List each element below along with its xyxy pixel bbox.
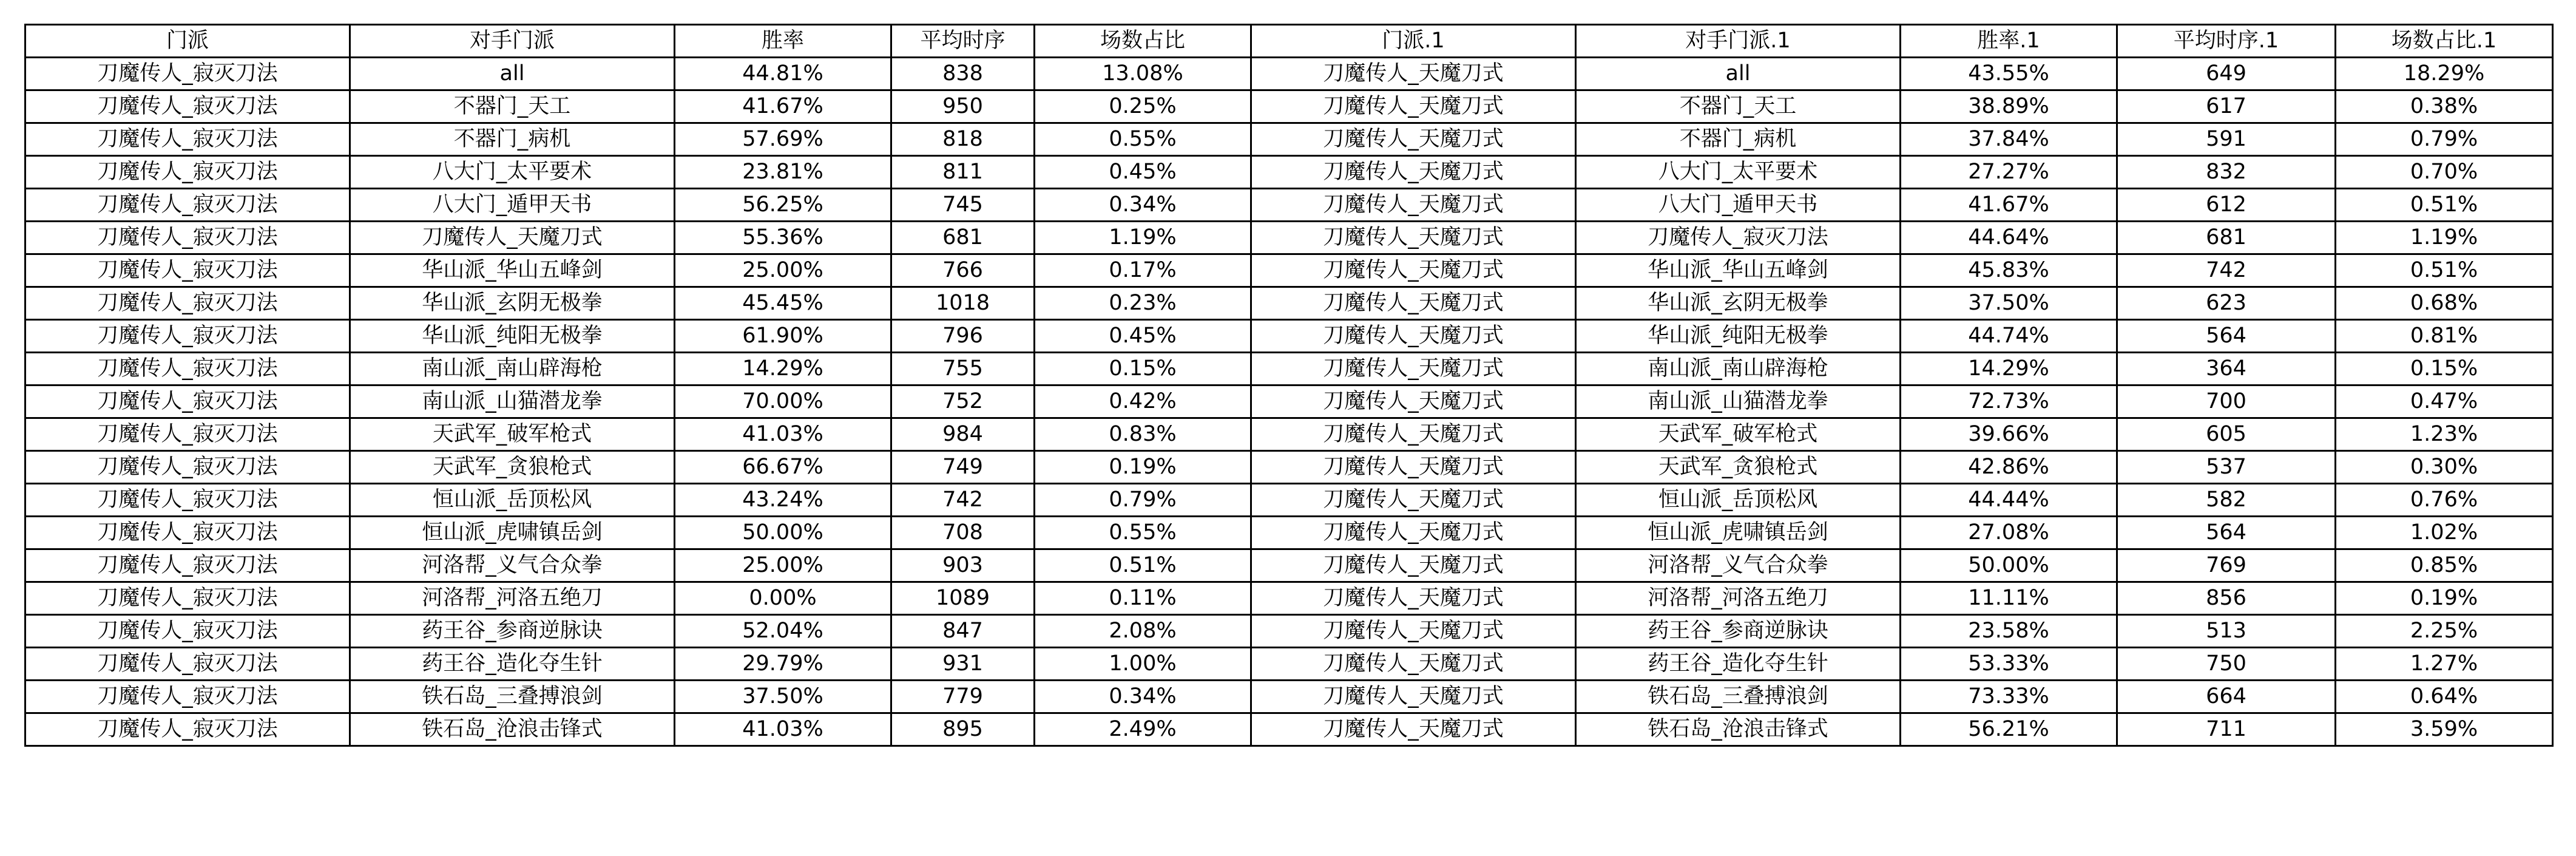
cell-win-rate: 25.00%	[675, 254, 891, 287]
cell-match-share-1: 3.59%	[2336, 713, 2553, 746]
cell-sect-1: 刀魔传人_天魔刀式	[1251, 58, 1576, 90]
cell-win-rate: 43.24%	[675, 484, 891, 517]
cell-match-share-1: 2.25%	[2336, 615, 2553, 648]
cell-opponent-sect: 华山派_华山五峰剑	[350, 254, 675, 287]
cell-avg-timing-1: 700	[2117, 386, 2336, 418]
cell-avg-timing-1: 711	[2117, 713, 2336, 746]
cell-opponent-sect: 华山派_玄阴无极拳	[350, 287, 675, 320]
cell-sect: 刀魔传人_寂灭刀法	[25, 189, 350, 222]
cell-win-rate: 57.69%	[675, 123, 891, 156]
cell-avg-timing-1: 856	[2117, 582, 2336, 615]
cell-sect: 刀魔传人_寂灭刀法	[25, 713, 350, 746]
table-row	[25, 648, 2553, 681]
cell-avg-timing: 811	[891, 156, 1035, 189]
cell-opponent-sect: 河洛帮_义气合众拳	[350, 549, 675, 582]
cell-avg-timing: 749	[891, 451, 1035, 484]
cell-win-rate: 45.45%	[675, 287, 891, 320]
cell-avg-timing-1: 649	[2117, 58, 2336, 90]
cell-avg-timing: 1089	[891, 582, 1035, 615]
cell-win-rate: 44.81%	[675, 58, 891, 90]
cell-sect-1: 刀魔传人_天魔刀式	[1251, 713, 1576, 746]
cell-win-rate: 37.50%	[675, 681, 891, 713]
cell-sect: 刀魔传人_寂灭刀法	[25, 549, 350, 582]
table-row	[25, 615, 2553, 648]
cell-win-rate: 55.36%	[675, 222, 891, 254]
cell-sect: 刀魔传人_寂灭刀法	[25, 222, 350, 254]
cell-win-rate-1: 42.86%	[1901, 451, 2117, 484]
table-row	[25, 517, 2553, 549]
cell-sect: 刀魔传人_寂灭刀法	[25, 156, 350, 189]
cell-match-share: 0.25%	[1035, 90, 1251, 123]
cell-opponent-sect: 药王谷_参商逆脉诀	[350, 615, 675, 648]
cell-opponent-sect: 八大门_遁甲天书	[350, 189, 675, 222]
table-row	[25, 549, 2553, 582]
cell-match-share-1: 0.85%	[2336, 549, 2553, 582]
cell-opponent-sect-1: 天武军_破军枪式	[1576, 418, 1901, 451]
cell-opponent-sect: 恒山派_虎啸镇岳剑	[350, 517, 675, 549]
column-header-win-rate: 胜率	[675, 25, 891, 58]
cell-win-rate-1: 43.55%	[1901, 58, 2117, 90]
cell-avg-timing: 766	[891, 254, 1035, 287]
cell-opponent-sect: 天武军_破军枪式	[350, 418, 675, 451]
column-header-opponent-sect-1: 对手门派.1	[1576, 25, 1901, 58]
cell-match-share: 0.45%	[1035, 156, 1251, 189]
cell-match-share-1: 0.81%	[2336, 320, 2553, 353]
cell-avg-timing-1: 605	[2117, 418, 2336, 451]
cell-sect: 刀魔传人_寂灭刀法	[25, 254, 350, 287]
cell-opponent-sect-1: 华山派_纯阳无极拳	[1576, 320, 1901, 353]
table-row	[25, 58, 2553, 90]
cell-avg-timing-1: 364	[2117, 353, 2336, 386]
cell-match-share: 0.83%	[1035, 418, 1251, 451]
cell-sect-1: 刀魔传人_天魔刀式	[1251, 484, 1576, 517]
cell-avg-timing-1: 564	[2117, 517, 2336, 549]
table-row	[25, 582, 2553, 615]
cell-sect-1: 刀魔传人_天魔刀式	[1251, 123, 1576, 156]
cell-win-rate-1: 73.33%	[1901, 681, 2117, 713]
cell-avg-timing: 779	[891, 681, 1035, 713]
cell-sect: 刀魔传人_寂灭刀法	[25, 287, 350, 320]
cell-win-rate: 50.00%	[675, 517, 891, 549]
cell-match-share: 0.34%	[1035, 681, 1251, 713]
cell-opponent-sect: 不器门_病机	[350, 123, 675, 156]
cell-opponent-sect: 天武军_贪狼枪式	[350, 451, 675, 484]
cell-sect-1: 刀魔传人_天魔刀式	[1251, 615, 1576, 648]
cell-match-share: 0.34%	[1035, 189, 1251, 222]
cell-match-share-1: 1.19%	[2336, 222, 2553, 254]
cell-win-rate: 23.81%	[675, 156, 891, 189]
cell-match-share: 13.08%	[1035, 58, 1251, 90]
cell-opponent-sect: 刀魔传人_天魔刀式	[350, 222, 675, 254]
cell-avg-timing: 745	[891, 189, 1035, 222]
table-row	[25, 451, 2553, 484]
cell-win-rate-1: 53.33%	[1901, 648, 2117, 681]
cell-avg-timing: 742	[891, 484, 1035, 517]
cell-win-rate-1: 72.73%	[1901, 386, 2117, 418]
cell-win-rate-1: 44.74%	[1901, 320, 2117, 353]
cell-win-rate-1: 44.64%	[1901, 222, 2117, 254]
cell-opponent-sect-1: 恒山派_虎啸镇岳剑	[1576, 517, 1901, 549]
cell-opponent-sect-1: all	[1576, 58, 1901, 90]
cell-win-rate: 41.03%	[675, 713, 891, 746]
cell-sect: 刀魔传人_寂灭刀法	[25, 615, 350, 648]
cell-win-rate-1: 50.00%	[1901, 549, 2117, 582]
cell-avg-timing-1: 769	[2117, 549, 2336, 582]
cell-match-share: 0.11%	[1035, 582, 1251, 615]
cell-sect-1: 刀魔传人_天魔刀式	[1251, 189, 1576, 222]
cell-win-rate: 66.67%	[675, 451, 891, 484]
column-header-match-share-1: 场数占比.1	[2336, 25, 2553, 58]
cell-opponent-sect-1: 铁石岛_三叠搏浪剑	[1576, 681, 1901, 713]
cell-match-share: 1.19%	[1035, 222, 1251, 254]
cell-win-rate: 52.04%	[675, 615, 891, 648]
cell-win-rate: 14.29%	[675, 353, 891, 386]
column-header-avg-timing: 平均时序	[891, 25, 1035, 58]
cell-win-rate-1: 27.08%	[1901, 517, 2117, 549]
table-row	[25, 484, 2553, 517]
cell-win-rate-1: 39.66%	[1901, 418, 2117, 451]
cell-match-share: 0.42%	[1035, 386, 1251, 418]
cell-win-rate-1: 45.83%	[1901, 254, 2117, 287]
cell-sect-1: 刀魔传人_天魔刀式	[1251, 517, 1576, 549]
cell-avg-timing-1: 681	[2117, 222, 2336, 254]
cell-avg-timing: 752	[891, 386, 1035, 418]
cell-sect: 刀魔传人_寂灭刀法	[25, 451, 350, 484]
cell-sect-1: 刀魔传人_天魔刀式	[1251, 320, 1576, 353]
cell-avg-timing: 1018	[891, 287, 1035, 320]
cell-match-share-1: 0.15%	[2336, 353, 2553, 386]
cell-match-share-1: 0.51%	[2336, 254, 2553, 287]
cell-match-share: 0.55%	[1035, 517, 1251, 549]
cell-sect: 刀魔传人_寂灭刀法	[25, 648, 350, 681]
cell-win-rate-1: 56.21%	[1901, 713, 2117, 746]
cell-opponent-sect-1: 天武军_贪狼枪式	[1576, 451, 1901, 484]
cell-sect: 刀魔传人_寂灭刀法	[25, 418, 350, 451]
table-row	[25, 353, 2553, 386]
cell-match-share-1: 1.23%	[2336, 418, 2553, 451]
cell-avg-timing-1: 582	[2117, 484, 2336, 517]
cell-opponent-sect: 八大门_太平要术	[350, 156, 675, 189]
cell-sect: 刀魔传人_寂灭刀法	[25, 123, 350, 156]
cell-avg-timing-1: 591	[2117, 123, 2336, 156]
column-header-opponent-sect: 对手门派	[350, 25, 675, 58]
cell-avg-timing-1: 664	[2117, 681, 2336, 713]
cell-win-rate-1: 27.27%	[1901, 156, 2117, 189]
cell-sect-1: 刀魔传人_天魔刀式	[1251, 386, 1576, 418]
cell-match-share-1: 1.27%	[2336, 648, 2553, 681]
cell-win-rate: 25.00%	[675, 549, 891, 582]
cell-match-share-1: 0.47%	[2336, 386, 2553, 418]
cell-win-rate: 29.79%	[675, 648, 891, 681]
cell-win-rate-1: 37.50%	[1901, 287, 2117, 320]
cell-sect-1: 刀魔传人_天魔刀式	[1251, 90, 1576, 123]
table-row	[25, 222, 2553, 254]
cell-avg-timing: 984	[891, 418, 1035, 451]
cell-match-share-1: 0.64%	[2336, 681, 2553, 713]
cell-opponent-sect-1: 南山派_南山辟海枪	[1576, 353, 1901, 386]
cell-avg-timing: 903	[891, 549, 1035, 582]
cell-opponent-sect: all	[350, 58, 675, 90]
table-row	[25, 418, 2553, 451]
cell-opponent-sect-1: 华山派_玄阴无极拳	[1576, 287, 1901, 320]
cell-opponent-sect: 华山派_纯阳无极拳	[350, 320, 675, 353]
cell-match-share: 0.15%	[1035, 353, 1251, 386]
cell-win-rate-1: 37.84%	[1901, 123, 2117, 156]
column-header-match-share: 场数占比	[1035, 25, 1251, 58]
cell-sect: 刀魔传人_寂灭刀法	[25, 681, 350, 713]
cell-avg-timing-1: 750	[2117, 648, 2336, 681]
cell-opponent-sect-1: 河洛帮_义气合众拳	[1576, 549, 1901, 582]
cell-avg-timing: 755	[891, 353, 1035, 386]
cell-opponent-sect-1: 八大门_遁甲天书	[1576, 189, 1901, 222]
cell-match-share-1: 1.02%	[2336, 517, 2553, 549]
cell-win-rate-1: 14.29%	[1901, 353, 2117, 386]
cell-match-share: 0.79%	[1035, 484, 1251, 517]
cell-opponent-sect-1: 药王谷_参商逆脉诀	[1576, 615, 1901, 648]
cell-opponent-sect: 南山派_南山辟海枪	[350, 353, 675, 386]
cell-match-share-1: 0.70%	[2336, 156, 2553, 189]
cell-opponent-sect-1: 刀魔传人_寂灭刀法	[1576, 222, 1901, 254]
cell-sect-1: 刀魔传人_天魔刀式	[1251, 222, 1576, 254]
cell-sect: 刀魔传人_寂灭刀法	[25, 320, 350, 353]
column-header-sect-1: 门派.1	[1251, 25, 1576, 58]
cell-avg-timing-1: 537	[2117, 451, 2336, 484]
cell-avg-timing: 681	[891, 222, 1035, 254]
cell-opponent-sect: 恒山派_岳顶松风	[350, 484, 675, 517]
cell-sect: 刀魔传人_寂灭刀法	[25, 386, 350, 418]
cell-avg-timing: 708	[891, 517, 1035, 549]
cell-sect: 刀魔传人_寂灭刀法	[25, 582, 350, 615]
cell-sect-1: 刀魔传人_天魔刀式	[1251, 418, 1576, 451]
cell-opponent-sect: 不器门_天工	[350, 90, 675, 123]
cell-opponent-sect-1: 药王谷_造化夺生针	[1576, 648, 1901, 681]
table-row	[25, 254, 2553, 287]
cell-win-rate: 61.90%	[675, 320, 891, 353]
cell-sect: 刀魔传人_寂灭刀法	[25, 353, 350, 386]
column-header-avg-timing-1: 平均时序.1	[2117, 25, 2336, 58]
table-row	[25, 189, 2553, 222]
cell-win-rate-1: 38.89%	[1901, 90, 2117, 123]
cell-match-share-1: 18.29%	[2336, 58, 2553, 90]
cell-win-rate-1: 41.67%	[1901, 189, 2117, 222]
cell-avg-timing-1: 513	[2117, 615, 2336, 648]
column-header-win-rate-1: 胜率.1	[1901, 25, 2117, 58]
cell-opponent-sect-1: 八大门_太平要术	[1576, 156, 1901, 189]
cell-sect-1: 刀魔传人_天魔刀式	[1251, 582, 1576, 615]
cell-opponent-sect-1: 华山派_华山五峰剑	[1576, 254, 1901, 287]
table-row	[25, 156, 2553, 189]
cell-match-share: 0.51%	[1035, 549, 1251, 582]
cell-sect-1: 刀魔传人_天魔刀式	[1251, 549, 1576, 582]
table-row	[25, 123, 2553, 156]
header-row	[25, 25, 2553, 58]
cell-match-share-1: 0.76%	[2336, 484, 2553, 517]
cell-win-rate: 56.25%	[675, 189, 891, 222]
cell-opponent-sect-1: 南山派_山猫潜龙拳	[1576, 386, 1901, 418]
cell-match-share: 0.19%	[1035, 451, 1251, 484]
cell-win-rate: 41.67%	[675, 90, 891, 123]
cell-avg-timing: 838	[891, 58, 1035, 90]
cell-avg-timing: 796	[891, 320, 1035, 353]
cell-sect: 刀魔传人_寂灭刀法	[25, 484, 350, 517]
cell-win-rate-1: 11.11%	[1901, 582, 2117, 615]
cell-sect-1: 刀魔传人_天魔刀式	[1251, 681, 1576, 713]
cell-match-share: 2.08%	[1035, 615, 1251, 648]
table-row	[25, 386, 2553, 418]
table-row	[25, 320, 2553, 353]
table-row	[25, 90, 2553, 123]
cell-avg-timing-1: 617	[2117, 90, 2336, 123]
table-header	[25, 25, 2553, 58]
cell-sect-1: 刀魔传人_天魔刀式	[1251, 451, 1576, 484]
cell-sect-1: 刀魔传人_天魔刀式	[1251, 353, 1576, 386]
cell-match-share-1: 0.30%	[2336, 451, 2553, 484]
cell-win-rate-1: 23.58%	[1901, 615, 2117, 648]
cell-opponent-sect: 药王谷_造化夺生针	[350, 648, 675, 681]
cell-opponent-sect-1: 不器门_天工	[1576, 90, 1901, 123]
cell-opponent-sect: 铁石岛_三叠搏浪剑	[350, 681, 675, 713]
cell-match-share: 0.55%	[1035, 123, 1251, 156]
cell-match-share: 0.45%	[1035, 320, 1251, 353]
table-row	[25, 681, 2553, 713]
table-row	[25, 287, 2553, 320]
cell-win-rate: 70.00%	[675, 386, 891, 418]
cell-avg-timing: 895	[891, 713, 1035, 746]
cell-avg-timing-1: 832	[2117, 156, 2336, 189]
column-header-sect: 门派	[25, 25, 350, 58]
cell-avg-timing-1: 623	[2117, 287, 2336, 320]
cell-match-share-1: 0.68%	[2336, 287, 2553, 320]
cell-match-share: 2.49%	[1035, 713, 1251, 746]
cell-avg-timing: 950	[891, 90, 1035, 123]
cell-match-share-1: 0.51%	[2336, 189, 2553, 222]
table-body	[25, 58, 2553, 746]
cell-match-share-1: 0.19%	[2336, 582, 2553, 615]
cell-avg-timing: 818	[891, 123, 1035, 156]
cell-opponent-sect: 南山派_山猫潜龙拳	[350, 386, 675, 418]
cell-avg-timing-1: 564	[2117, 320, 2336, 353]
cell-win-rate: 0.00%	[675, 582, 891, 615]
cell-match-share-1: 0.79%	[2336, 123, 2553, 156]
cell-sect: 刀魔传人_寂灭刀法	[25, 517, 350, 549]
cell-opponent-sect-1: 河洛帮_河洛五绝刀	[1576, 582, 1901, 615]
cell-opponent-sect-1: 恒山派_岳顶松风	[1576, 484, 1901, 517]
table-row	[25, 713, 2553, 746]
cell-sect-1: 刀魔传人_天魔刀式	[1251, 156, 1576, 189]
cell-match-share: 0.17%	[1035, 254, 1251, 287]
cell-opponent-sect: 河洛帮_河洛五绝刀	[350, 582, 675, 615]
cell-sect-1: 刀魔传人_天魔刀式	[1251, 648, 1576, 681]
cell-avg-timing: 931	[891, 648, 1035, 681]
cell-win-rate: 41.03%	[675, 418, 891, 451]
cell-sect: 刀魔传人_寂灭刀法	[25, 90, 350, 123]
cell-avg-timing-1: 612	[2117, 189, 2336, 222]
matchup-table	[24, 24, 2554, 747]
cell-opponent-sect-1: 铁石岛_沧浪击锋式	[1576, 713, 1901, 746]
cell-win-rate-1: 44.44%	[1901, 484, 2117, 517]
cell-opponent-sect: 铁石岛_沧浪击锋式	[350, 713, 675, 746]
cell-sect: 刀魔传人_寂灭刀法	[25, 58, 350, 90]
cell-match-share: 1.00%	[1035, 648, 1251, 681]
cell-sect-1: 刀魔传人_天魔刀式	[1251, 287, 1576, 320]
cell-match-share: 0.23%	[1035, 287, 1251, 320]
cell-sect-1: 刀魔传人_天魔刀式	[1251, 254, 1576, 287]
cell-opponent-sect-1: 不器门_病机	[1576, 123, 1901, 156]
cell-match-share-1: 0.38%	[2336, 90, 2553, 123]
cell-avg-timing: 847	[891, 615, 1035, 648]
cell-avg-timing-1: 742	[2117, 254, 2336, 287]
